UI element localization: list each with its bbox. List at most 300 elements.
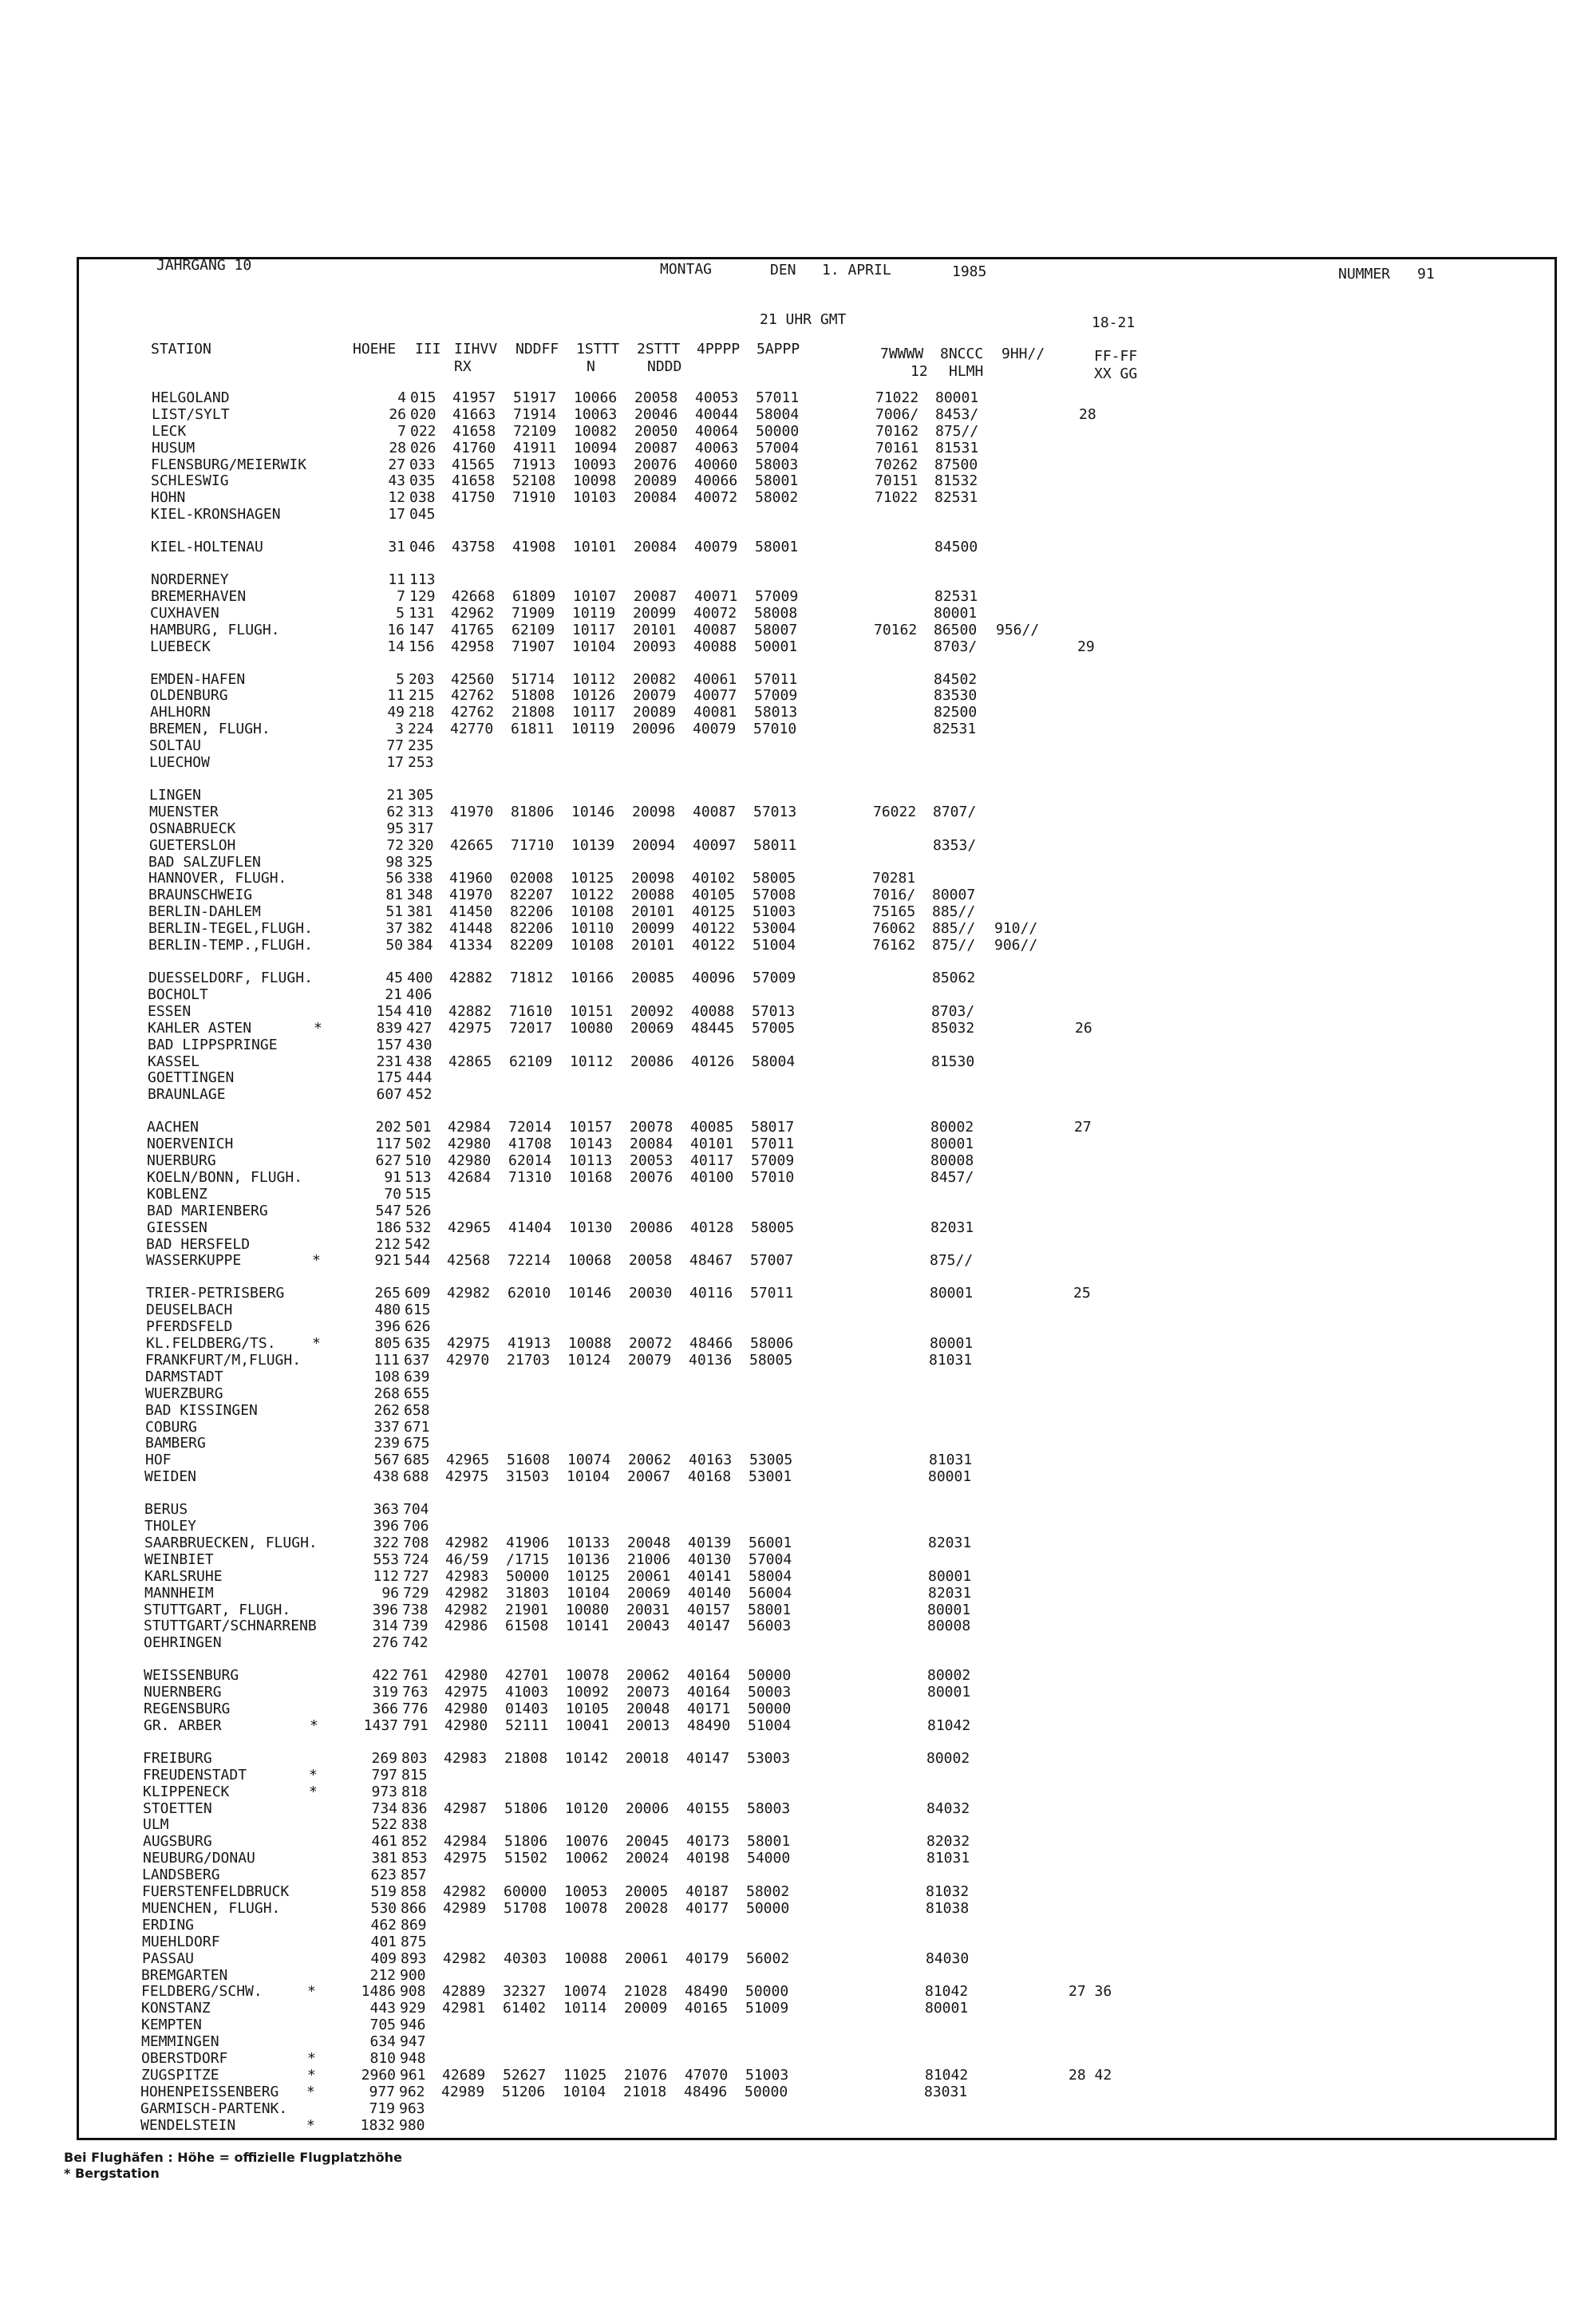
code-group: 50000 bbox=[748, 1667, 792, 1684]
code-group: 82206 bbox=[510, 920, 554, 937]
station-name: KOBLENZ bbox=[147, 1186, 207, 1203]
station-height: 381 bbox=[371, 1850, 397, 1866]
code-group: 20006 bbox=[626, 1800, 670, 1817]
code-group: 71914 bbox=[513, 406, 557, 423]
code-group: 10094 bbox=[574, 440, 618, 456]
station-height: 4 bbox=[397, 389, 406, 406]
col-hoehe: HOEHE bbox=[353, 341, 397, 357]
cloud-group: 84500 bbox=[934, 539, 978, 555]
code-group: 20053 bbox=[630, 1152, 674, 1169]
code-group: 40101 bbox=[690, 1136, 734, 1152]
station-height: 519 bbox=[370, 1883, 397, 1900]
code-group: 40072 bbox=[693, 605, 737, 622]
code-group: 10114 bbox=[563, 2000, 607, 2017]
cloud-group: 82531 bbox=[933, 721, 977, 737]
station-row bbox=[0, 788, 1596, 804]
code-group: 20048 bbox=[626, 1701, 670, 1717]
code-group: 40060 bbox=[694, 456, 738, 473]
code-group: 82206 bbox=[510, 903, 554, 920]
station-name: COBURG bbox=[145, 1419, 198, 1436]
code-group: 10125 bbox=[567, 1568, 610, 1585]
cloud-group: 81032 bbox=[926, 1883, 970, 1900]
station-name: DEUSELBACH bbox=[146, 1302, 233, 1318]
station-row bbox=[0, 2068, 1596, 2084]
station-row bbox=[0, 1436, 1596, 1452]
station-name: OLDENBURG bbox=[150, 687, 228, 704]
code-group: 57008 bbox=[753, 887, 796, 903]
station-id: 320 bbox=[408, 837, 434, 854]
code-group: 10063 bbox=[574, 406, 618, 423]
station-name: FREUDENSTADT bbox=[143, 1767, 247, 1784]
station-height: 112 bbox=[373, 1568, 399, 1585]
cloud-group: 80002 bbox=[930, 1119, 974, 1136]
code-group: 20093 bbox=[633, 638, 677, 655]
station-id: 038 bbox=[409, 489, 436, 506]
station-id: 626 bbox=[405, 1318, 431, 1335]
code-group: 42668 bbox=[452, 588, 496, 605]
code-group: 41970 bbox=[450, 804, 494, 820]
col-iii: III bbox=[415, 341, 441, 357]
station-height: 530 bbox=[370, 1900, 397, 1917]
station-name: MUENCHEN, FLUGH. bbox=[142, 1900, 281, 1917]
station-height: 567 bbox=[373, 1452, 400, 1468]
station-row bbox=[0, 1618, 1596, 1634]
code-group: 10112 bbox=[570, 1053, 614, 1070]
station-height: 111 bbox=[373, 1352, 400, 1369]
code-group: 10082 bbox=[574, 423, 618, 440]
col-iihvv: IIHVV bbox=[454, 341, 498, 357]
station-name: CUXHAVEN bbox=[150, 605, 219, 622]
cloud-group: 84502 bbox=[934, 671, 978, 688]
station-name: EMDEN-HAFEN bbox=[150, 671, 246, 688]
station-height: 95 bbox=[386, 820, 404, 837]
station-row bbox=[0, 1519, 1596, 1535]
station-height: 422 bbox=[372, 1667, 398, 1684]
code-group: 20061 bbox=[627, 1568, 671, 1585]
code-group: 41334 bbox=[449, 937, 493, 954]
code-group: 42982 bbox=[444, 1602, 488, 1618]
code-group: 20084 bbox=[630, 1136, 674, 1152]
code-group: 40122 bbox=[692, 920, 736, 937]
cloud-group: 82032 bbox=[926, 1833, 970, 1850]
code-group: 40063 bbox=[695, 440, 739, 456]
code-group: 57007 bbox=[750, 1252, 794, 1269]
code-group: 51206 bbox=[502, 2084, 546, 2100]
station-height: 72 bbox=[386, 837, 404, 854]
code-group: 32327 bbox=[503, 1983, 547, 2000]
code-group: 52627 bbox=[503, 2067, 547, 2084]
station-name: FELDBERG/SCHW. bbox=[141, 1983, 263, 2000]
code-group: 20058 bbox=[634, 389, 678, 406]
cloud-group: 82031 bbox=[928, 1585, 972, 1602]
mountain-station-marker: * bbox=[307, 2067, 316, 2084]
station-row bbox=[0, 1569, 1596, 1585]
code-group: 81806 bbox=[511, 804, 555, 820]
station-height: 322 bbox=[373, 1535, 399, 1551]
code-group: 54000 bbox=[747, 1850, 791, 1866]
code-group: 10104 bbox=[567, 1468, 610, 1485]
code-group: 10112 bbox=[572, 671, 616, 688]
cloud-group: 80002 bbox=[926, 1750, 970, 1767]
station-row bbox=[0, 987, 1596, 1003]
code-group: 71710 bbox=[511, 837, 555, 854]
station-name: TRIER-PETRISBERG bbox=[146, 1285, 285, 1302]
code-group: 10088 bbox=[564, 1950, 608, 1967]
code-group: 10117 bbox=[572, 622, 616, 638]
station-row bbox=[0, 1120, 1596, 1136]
station-id: 381 bbox=[407, 903, 433, 920]
code-group: 40187 bbox=[685, 1883, 729, 1900]
station-row bbox=[0, 1420, 1596, 1436]
station-height: 77 bbox=[386, 737, 404, 754]
code-group: 53003 bbox=[747, 1750, 791, 1767]
code-group: 20082 bbox=[633, 671, 677, 688]
station-id: 129 bbox=[409, 588, 436, 605]
code-group: 42982 bbox=[443, 1883, 487, 1900]
code-group: 10110 bbox=[571, 920, 614, 937]
station-name: BRAUNSCHWEIG bbox=[148, 887, 253, 903]
code-group: 71909 bbox=[512, 605, 555, 622]
code-group: 57013 bbox=[752, 1003, 796, 1020]
code-group: 51806 bbox=[504, 1800, 548, 1817]
station-height: 96 bbox=[381, 1585, 399, 1602]
station-id: 015 bbox=[410, 389, 437, 406]
station-id: 853 bbox=[401, 1850, 428, 1866]
code-group: 71310 bbox=[508, 1169, 552, 1186]
cloud-group: 81531 bbox=[935, 440, 979, 456]
code-group: 10119 bbox=[572, 605, 616, 622]
code-group: 10141 bbox=[566, 1618, 610, 1634]
code-group: 58002 bbox=[746, 1883, 790, 1900]
station-name: BOCHOLT bbox=[148, 986, 208, 1003]
mountain-station-marker: * bbox=[309, 1784, 318, 1800]
station-name: HOHN bbox=[151, 489, 186, 506]
code-group: 40077 bbox=[693, 687, 737, 704]
code-group: 40064 bbox=[695, 423, 739, 440]
station-row bbox=[0, 1452, 1596, 1468]
cloud-group: 80008 bbox=[927, 1618, 971, 1634]
mountain-station-marker: * bbox=[309, 1767, 318, 1784]
code-group: 20013 bbox=[626, 1717, 670, 1734]
station-id: 526 bbox=[405, 1203, 432, 1219]
code-group: 51608 bbox=[507, 1452, 551, 1468]
code-group: 10143 bbox=[569, 1136, 613, 1152]
code-group: 20089 bbox=[634, 472, 678, 489]
code-group: 58001 bbox=[748, 1602, 792, 1618]
code-group: 10107 bbox=[573, 588, 617, 605]
code-group: 42762 bbox=[451, 687, 495, 704]
code-group: 58005 bbox=[751, 1219, 795, 1236]
station-name: MEMMINGEN bbox=[141, 2033, 219, 2050]
station-height: 28 bbox=[389, 440, 406, 456]
code-group: 57011 bbox=[750, 1285, 794, 1302]
code-group: 42980 bbox=[448, 1136, 492, 1152]
code-group: 10092 bbox=[566, 1684, 610, 1701]
station-name: KLIPPENECK bbox=[143, 1784, 230, 1800]
station-name: STOETTEN bbox=[143, 1800, 212, 1817]
code-group: 42981 bbox=[442, 2000, 486, 2017]
code-group: 20094 bbox=[632, 837, 676, 854]
code-group: 20086 bbox=[630, 1219, 674, 1236]
station-height: 81 bbox=[385, 887, 403, 903]
station-name: NEUBURG/DONAU bbox=[143, 1850, 255, 1866]
code-group: 58004 bbox=[752, 1053, 796, 1070]
col-7wwww: 7WWWW bbox=[880, 346, 924, 362]
station-id: 637 bbox=[404, 1352, 430, 1369]
station-height: 265 bbox=[374, 1285, 401, 1302]
station-id: 900 bbox=[400, 1967, 426, 1984]
code-group: 57011 bbox=[754, 671, 798, 688]
station-height: 268 bbox=[373, 1385, 400, 1402]
station-name: LECK bbox=[152, 423, 187, 440]
code-group: 50003 bbox=[748, 1684, 792, 1701]
code-group: 58001 bbox=[755, 539, 799, 555]
station-id: 438 bbox=[406, 1053, 433, 1070]
code-group: 20067 bbox=[627, 1468, 671, 1485]
station-height: 5 bbox=[396, 671, 405, 688]
station-row bbox=[0, 1817, 1596, 1833]
den-label: DEN bbox=[770, 262, 796, 278]
code-group: 40102 bbox=[692, 870, 736, 887]
station-name: SOLTAU bbox=[149, 737, 202, 754]
station-name: LANDSBERG bbox=[142, 1866, 220, 1883]
station-row bbox=[0, 457, 1596, 473]
station-id: 348 bbox=[407, 887, 433, 903]
station-name: WEINBIET bbox=[144, 1551, 214, 1568]
code-group: 42989 bbox=[441, 2084, 485, 2100]
station-row bbox=[0, 2051, 1596, 2067]
station-id: 532 bbox=[405, 1219, 432, 1236]
code-group: 21901 bbox=[505, 1602, 549, 1618]
code-group: 20086 bbox=[630, 1053, 674, 1070]
code-group: 10139 bbox=[571, 837, 615, 854]
station-row bbox=[0, 1386, 1596, 1402]
code-group: 57010 bbox=[751, 1169, 795, 1186]
station-height: 634 bbox=[369, 2033, 396, 2050]
code-group: 20062 bbox=[626, 1667, 670, 1684]
weather-group: 70281 bbox=[872, 870, 916, 887]
code-group: 20101 bbox=[631, 903, 675, 920]
code-group: 20073 bbox=[626, 1684, 670, 1701]
station-name: GARMISCH-PARTENK. bbox=[140, 2100, 288, 2117]
station-row bbox=[0, 1951, 1596, 1967]
code-group: 20018 bbox=[626, 1750, 670, 1767]
code-group: 51806 bbox=[504, 1833, 548, 1850]
code-group: 10062 bbox=[565, 1850, 609, 1866]
code-group: 71910 bbox=[512, 489, 556, 506]
weather-group: 71022 bbox=[875, 489, 918, 506]
station-name: OEHRINGEN bbox=[144, 1634, 222, 1651]
station-height: 21 bbox=[386, 787, 404, 804]
station-id: 791 bbox=[402, 1717, 429, 1734]
code-group: 52108 bbox=[512, 472, 556, 489]
station-id: 147 bbox=[409, 622, 435, 638]
station-id: 218 bbox=[409, 704, 435, 721]
code-group: 20030 bbox=[629, 1285, 673, 1302]
code-group: 40061 bbox=[693, 671, 737, 688]
gust-group: 25 bbox=[1073, 1285, 1091, 1302]
station-name: BAD LIPPSPRINGE bbox=[148, 1037, 278, 1053]
cloud-group: 875// bbox=[930, 1252, 974, 1269]
station-name: HANNOVER, FLUGH. bbox=[148, 870, 287, 887]
station-name: NUERNBERG bbox=[144, 1684, 222, 1701]
station-name: SAARBRUECKEN, FLUGH. bbox=[144, 1535, 318, 1551]
station-id: 501 bbox=[405, 1119, 432, 1136]
code-group: 58004 bbox=[756, 406, 800, 423]
station-height: 627 bbox=[375, 1152, 401, 1169]
code-group: 10104 bbox=[572, 638, 616, 655]
station-row bbox=[0, 871, 1596, 887]
weather-group: 75165 bbox=[872, 903, 916, 920]
station-id: 738 bbox=[402, 1602, 429, 1618]
period-label: 18-21 bbox=[1092, 314, 1136, 331]
cloud-group: 85062 bbox=[932, 970, 976, 986]
station-height: 175 bbox=[376, 1069, 402, 1086]
station-row bbox=[0, 606, 1596, 622]
station-height: 705 bbox=[369, 2017, 396, 2033]
station-name: MUEHLDORF bbox=[142, 1934, 220, 1950]
station-height: 186 bbox=[375, 1219, 401, 1236]
mountain-station-marker: * bbox=[312, 1335, 321, 1352]
station-row bbox=[0, 1403, 1596, 1419]
station-height: 26 bbox=[389, 406, 406, 423]
station-height: 27 bbox=[388, 456, 405, 473]
weather-group: 7016/ bbox=[872, 887, 916, 903]
code-group: 40079 bbox=[693, 721, 737, 737]
station-height: 480 bbox=[374, 1302, 401, 1318]
station-id: 708 bbox=[403, 1535, 429, 1551]
code-group: 20098 bbox=[631, 870, 675, 887]
code-group: 40157 bbox=[687, 1602, 731, 1618]
station-row bbox=[0, 1153, 1596, 1169]
station-id: 635 bbox=[405, 1335, 431, 1352]
code-group: 40079 bbox=[694, 539, 738, 555]
station-name: KL.FELDBERG/TS. bbox=[146, 1335, 276, 1352]
cloud-group: 885// bbox=[932, 903, 976, 920]
code-group: 72014 bbox=[508, 1119, 552, 1136]
code-group: 40139 bbox=[688, 1535, 732, 1551]
station-row bbox=[0, 1021, 1596, 1037]
station-height: 396 bbox=[373, 1518, 399, 1535]
code-group: 31503 bbox=[506, 1468, 550, 1485]
cloud-group: 80001 bbox=[930, 1285, 974, 1302]
station-name: BREMEN, FLUGH. bbox=[149, 721, 271, 737]
station-id: 131 bbox=[409, 605, 435, 622]
code-group: 42865 bbox=[448, 1053, 492, 1070]
code-group: 58006 bbox=[750, 1335, 794, 1352]
code-group: 58005 bbox=[749, 1352, 793, 1369]
station-row bbox=[0, 2118, 1596, 2134]
code-group: 42684 bbox=[448, 1169, 492, 1186]
code-group: 20079 bbox=[628, 1352, 672, 1369]
code-group: 71913 bbox=[512, 456, 556, 473]
station-height: 5 bbox=[396, 605, 405, 622]
footnote-airports: Bei Flughäfen : Höhe = offizielle Flugplatzhöhe bbox=[64, 2150, 402, 2165]
station-id: 384 bbox=[407, 937, 433, 954]
code-group: 41957 bbox=[452, 389, 496, 406]
station-height: 401 bbox=[370, 1934, 397, 1950]
code-group: 57004 bbox=[756, 440, 800, 456]
code-group: 10146 bbox=[568, 1285, 612, 1302]
station-row bbox=[0, 1237, 1596, 1253]
station-height: 37 bbox=[385, 920, 403, 937]
nummer-label: NUMMER bbox=[1338, 266, 1391, 282]
code-group: 41960 bbox=[449, 870, 493, 887]
code-group: 21808 bbox=[504, 1750, 548, 1767]
code-group: 10104 bbox=[567, 1585, 610, 1602]
code-group: 41404 bbox=[508, 1219, 552, 1236]
weather-group: 70162 bbox=[875, 423, 919, 440]
station-height: 461 bbox=[371, 1833, 397, 1850]
code-group: 51808 bbox=[512, 687, 555, 704]
station-id: 513 bbox=[405, 1169, 432, 1186]
code-group: 53005 bbox=[749, 1452, 793, 1468]
station-id: 317 bbox=[408, 820, 434, 837]
code-group: 42770 bbox=[450, 721, 494, 737]
station-name: GR. ARBER bbox=[144, 1717, 222, 1734]
station-id: 035 bbox=[409, 472, 436, 489]
height-group: 910// bbox=[994, 920, 1038, 937]
station-id: 866 bbox=[401, 1900, 427, 1917]
code-group: 10130 bbox=[569, 1219, 613, 1236]
code-group: 42987 bbox=[444, 1800, 488, 1817]
station-id: 815 bbox=[401, 1767, 428, 1784]
station-name: KASSEL bbox=[148, 1053, 200, 1070]
cloud-group: 83031 bbox=[924, 2084, 968, 2100]
code-group: 40165 bbox=[685, 2000, 729, 2017]
gust-group: 28 42 bbox=[1069, 2067, 1112, 2084]
code-group: 40088 bbox=[691, 1003, 735, 1020]
station-id: 444 bbox=[406, 1069, 433, 1086]
cloud-group: 875// bbox=[932, 937, 976, 954]
code-group: 10103 bbox=[573, 489, 617, 506]
station-height: 805 bbox=[374, 1335, 401, 1352]
code-group: 57009 bbox=[753, 970, 796, 986]
station-id: 113 bbox=[409, 571, 436, 588]
station-name: GIESSEN bbox=[147, 1219, 207, 1236]
station-row bbox=[0, 1253, 1596, 1269]
code-group: 40097 bbox=[693, 837, 737, 854]
cloud-group: 81042 bbox=[925, 1983, 969, 2000]
cloud-group: 80001 bbox=[927, 1684, 971, 1701]
code-group: 40163 bbox=[689, 1452, 733, 1468]
station-name: REGENSBURG bbox=[144, 1701, 231, 1717]
code-group: 42980 bbox=[444, 1701, 488, 1717]
station-row bbox=[0, 2034, 1596, 2050]
code-group: 10133 bbox=[567, 1535, 610, 1551]
code-group: 40125 bbox=[692, 903, 736, 920]
station-name: KIEL-HOLTENAU bbox=[151, 539, 263, 555]
code-group: 40088 bbox=[693, 638, 737, 655]
station-row bbox=[0, 2017, 1596, 2033]
code-group: 42889 bbox=[442, 1983, 486, 2000]
mountain-station-marker: * bbox=[306, 2084, 315, 2100]
station-row bbox=[0, 1203, 1596, 1219]
gust-group: 29 bbox=[1077, 638, 1095, 655]
code-group: 20099 bbox=[631, 920, 675, 937]
code-group: 47070 bbox=[685, 2067, 729, 2084]
station-name: PASSAU bbox=[142, 1950, 195, 1967]
col-4pppp: 4PPPP bbox=[697, 341, 741, 357]
station-name: KARLSRUHE bbox=[144, 1568, 223, 1585]
station-row bbox=[0, 1801, 1596, 1817]
code-group: 42962 bbox=[451, 605, 495, 622]
code-group: 20101 bbox=[631, 937, 675, 954]
station-height: 17 bbox=[386, 754, 404, 771]
station-height: 50 bbox=[385, 937, 403, 954]
code-group: 50000 bbox=[756, 423, 800, 440]
code-group: 41708 bbox=[508, 1136, 552, 1152]
